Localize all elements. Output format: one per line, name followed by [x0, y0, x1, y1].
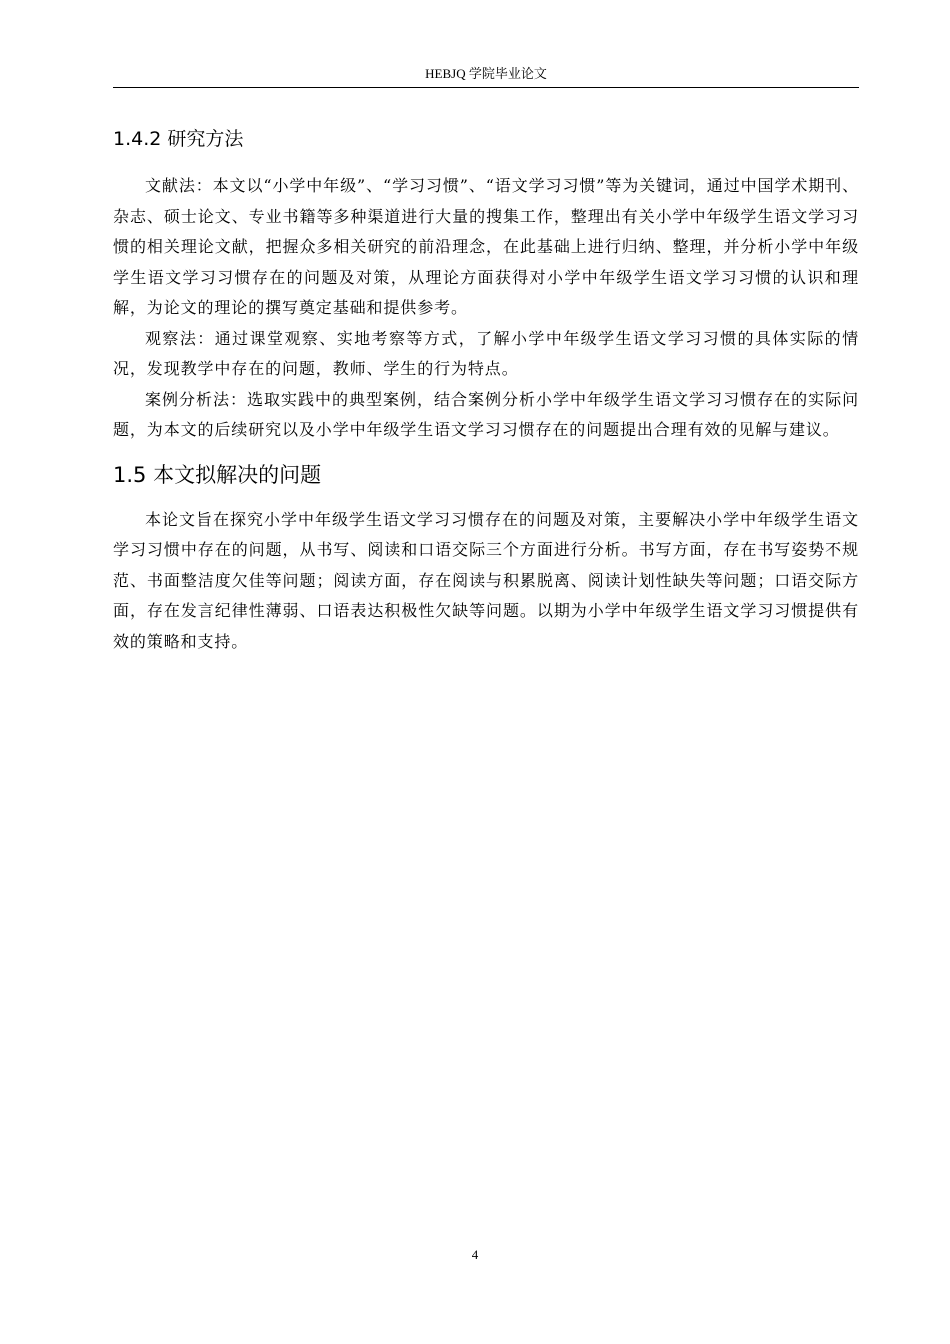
- paragraph-literature-method: 文献法：本文以“小学中年级”、“学习习惯”、“语文学习习惯”等为关键词，通过中国学术期刊、杂志、硕士论文、专业书籍等多种渠道进行大量的搜集工作，整理出有关小学中年级学生语文学习习惯的相关理论文献，把握众多相关研究的前沿理念，在此基础上进行归纳、整理，并分析小学中年级学生语文学习习惯存在的问题及对策，从理论方面获得对小学中年级学生语文学习习惯的认识和理解，为论文的理论的撰写奠定基础和提供参考。: [113, 176, 859, 317]
- header-title: HEBJQ 学院毕业论文: [425, 66, 547, 81]
- page-number: 4: [471, 1247, 479, 1262]
- paragraph-case-analysis-method: 案例分析法：选取实践中的典型案例，结合案例分析小学中年级学生语文学习习惯存在的实际问题，为本文的后续研究以及小学中年级学生语文学习习惯存在的问题提出合理有效的见解与建议。: [113, 389, 859, 439]
- section-heading-1-5: 1.5 本文拟解决的问题: [113, 462, 322, 487]
- paragraph-problems-to-solve: 本论文旨在探究小学中年级学生语文学习习惯存在的问题及对策，主要解决小学中年级学生语文学习习惯中存在的问题，从书写、阅读和口语交际三个方面进行分析。书写方面，存在书写姿势不规范、书面整洁度欠佳等问题；阅读方面，存在阅读与积累脱离、阅读计划性缺失等问题；口语交际方面，存在发言纪律性薄弱、口语表达积极性欠缺等问题。以期为小学中年级学生语文学习习惯提供有效的策略和支持。: [113, 509, 859, 651]
- page-content: [113, 117, 859, 657]
- paragraph-observation-method: 观察法：通过课堂观察、实地考察等方式，了解小学中年级学生语文学习习惯的具体实际的情况，发现教学中存在的问题，教师、学生的行为特点。: [113, 328, 859, 378]
- section-heading-1-4-2: 1.4.2 研究方法: [113, 128, 244, 150]
- page-header: [113, 66, 859, 88]
